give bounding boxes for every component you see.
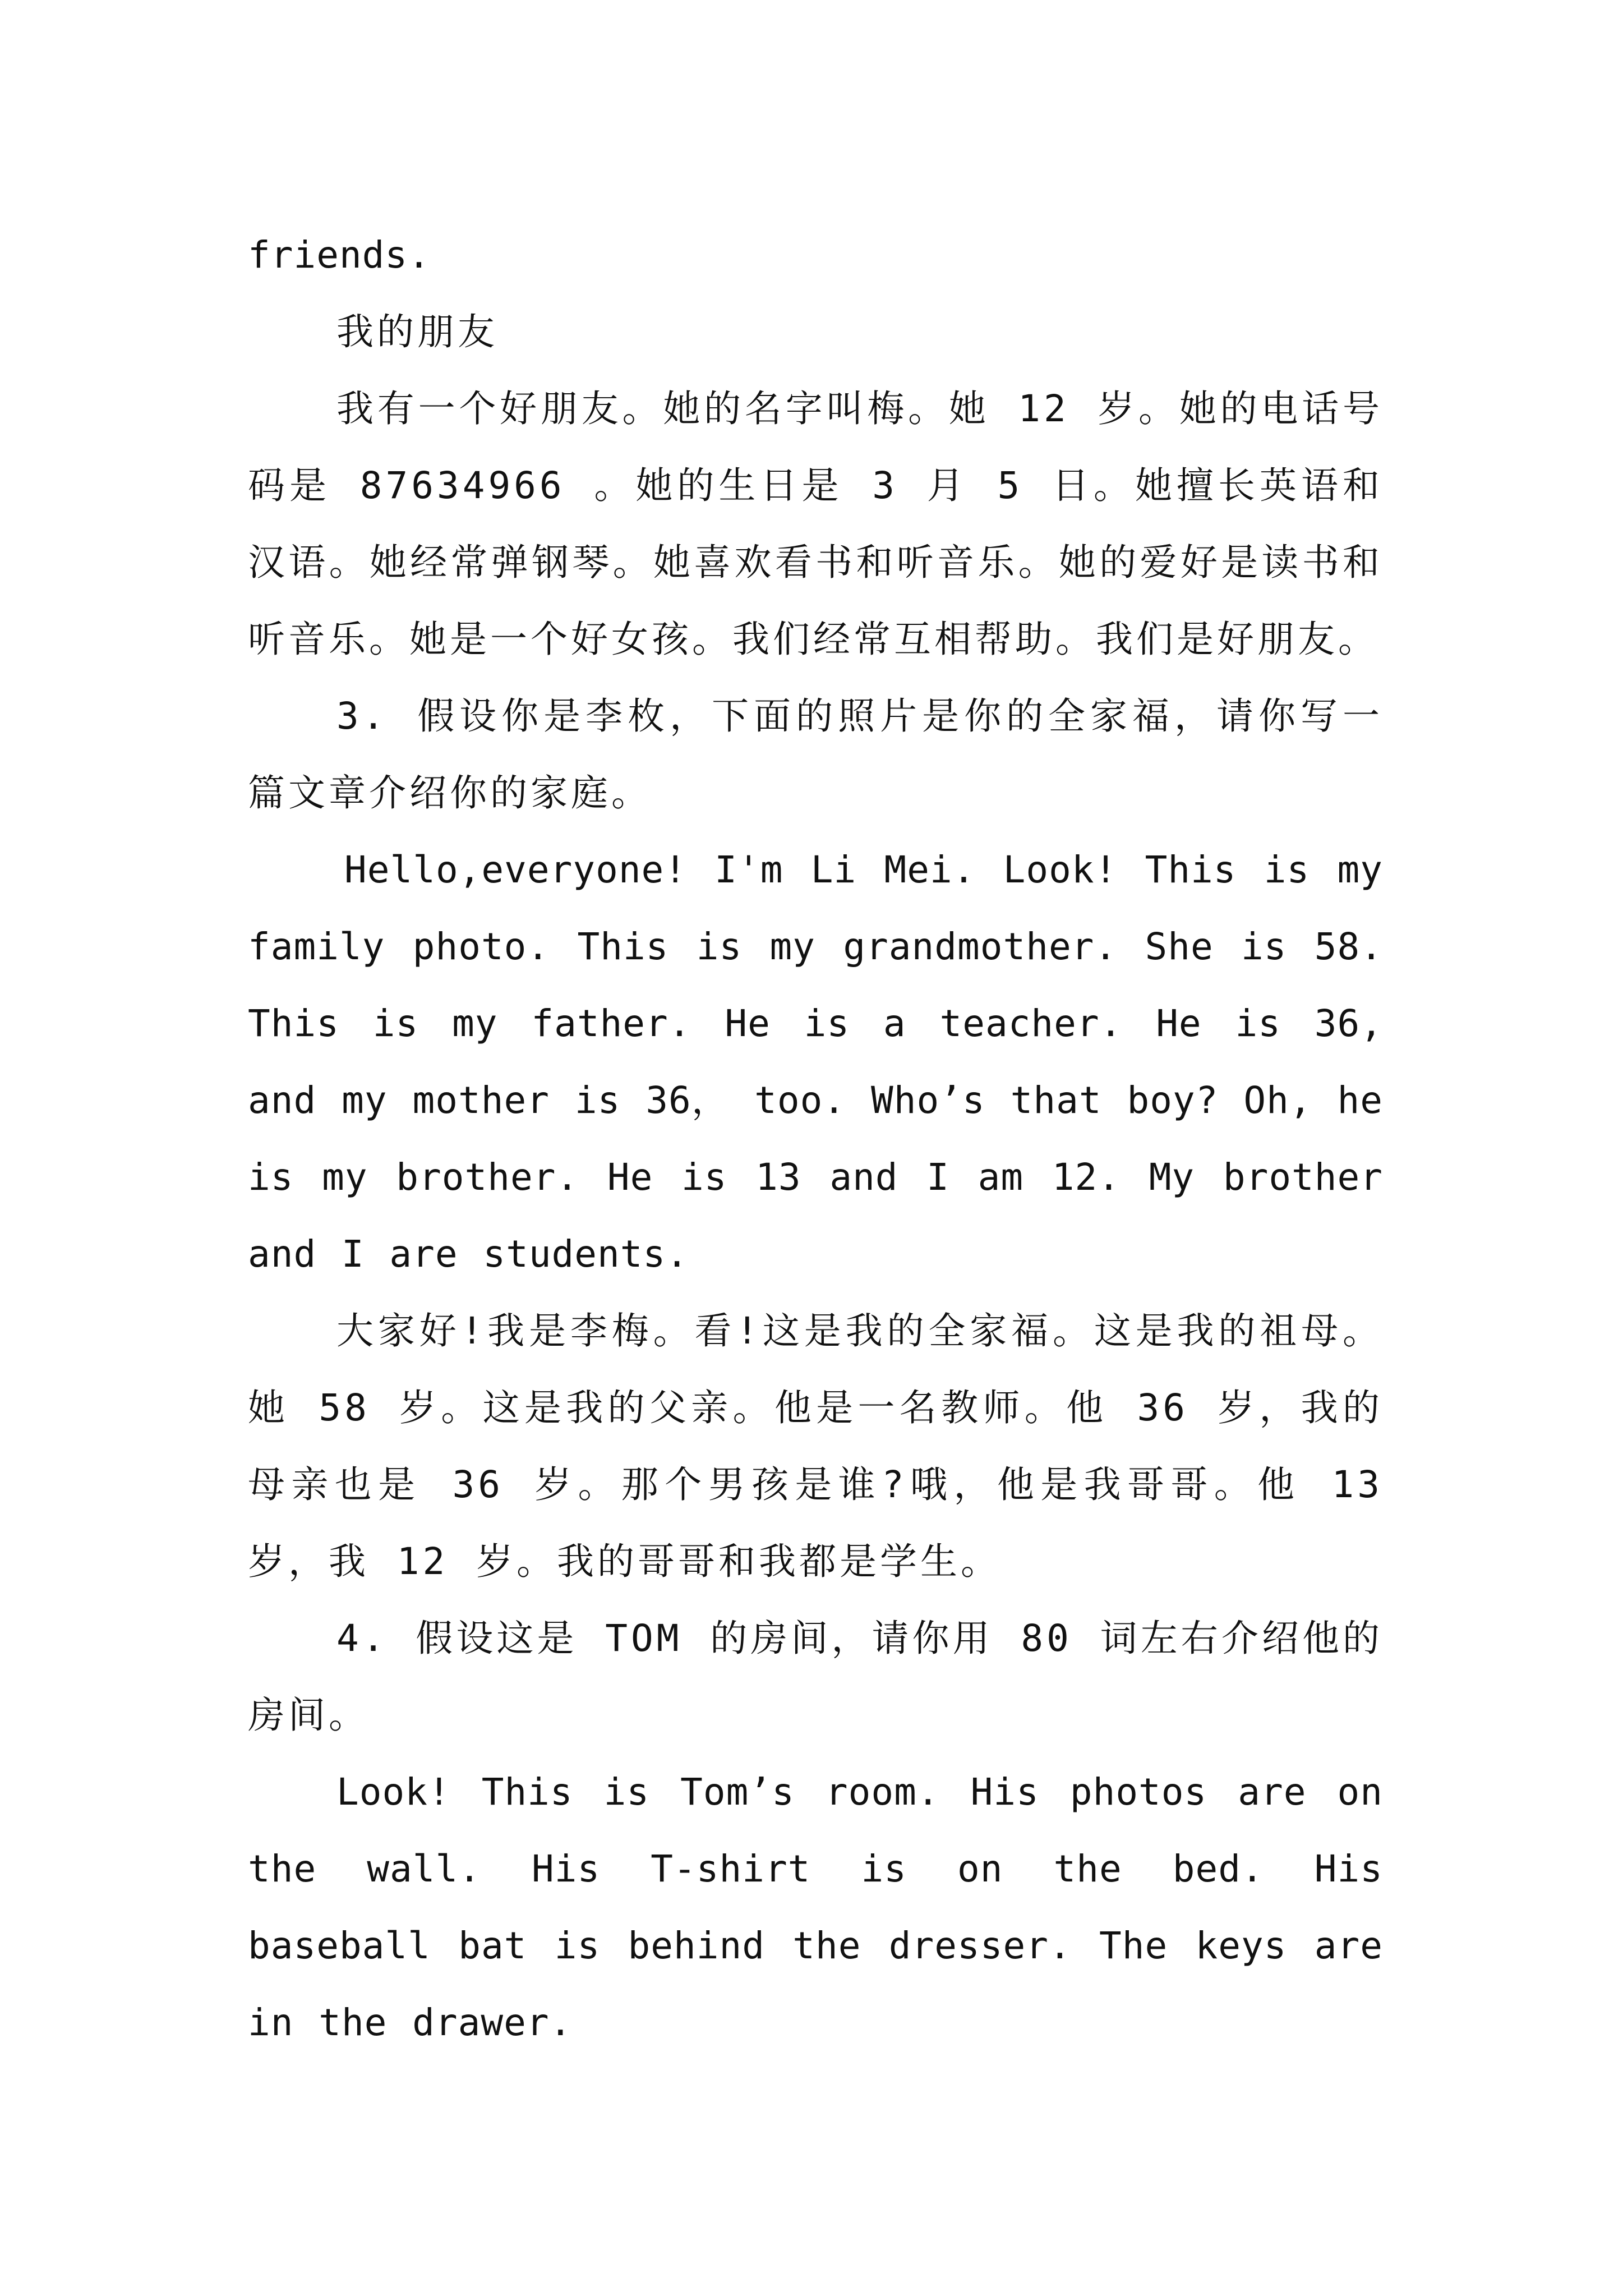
essay-title-my-friend: 我的朋友: [336, 310, 498, 353]
document-body: [248, 217, 1383, 2061]
paragraph-tom-room-english: Look! This is Tom’s room. His photos are on the wall. His T-shirt is on the bed. His baseball bat is behind the dresser. The keys are in the drawer.: [248, 1770, 1383, 2044]
paragraph-my-friend-chinese: 我有一个好朋友。她的名字叫梅。她 12 岁。她的电话号码是 87634966 。她的生日是 3 月 5 日。她擅长英语和汉语。她经常弹钢琴。她喜欢看书和听音乐。她的爱好是读书和听音乐。她是一个好女孩。我们经常互相帮助。我们是好朋友。: [248, 387, 1383, 661]
continued-paragraph-friends: friends.: [248, 233, 431, 277]
question-4-prompt: 4. 假设这是 TOM 的房间，请你用 80 词左右介绍他的房间。: [248, 1617, 1383, 1737]
paragraph-family-english: Hello,everyone! I'm Li Mei. Look! This is my family photo. This is my grandmother. She is 58. This is my father. He is a teacher. He is 36, and my mother is 36， too. Who’s that boy? Oh, he is my brother. He is 13 and I am 12. My brother and I are students.: [248, 848, 1383, 1276]
paragraph-family-chinese: 大家好!我是李梅。看!这是我的全家福。这是我的祖母。她 58 岁。这是我的父亲。他是一名教师。他 36 岁，我的母亲也是 36 岁。那个男孩是谁?哦，他是我哥哥。他 13 岁，我 12 岁。我的哥哥和我都是学生。: [248, 1309, 1383, 1583]
question-3-prompt: 3. 假设你是李枚，下面的照片是你的全家福，请你写一篇文章介绍你的家庭。: [248, 694, 1383, 815]
